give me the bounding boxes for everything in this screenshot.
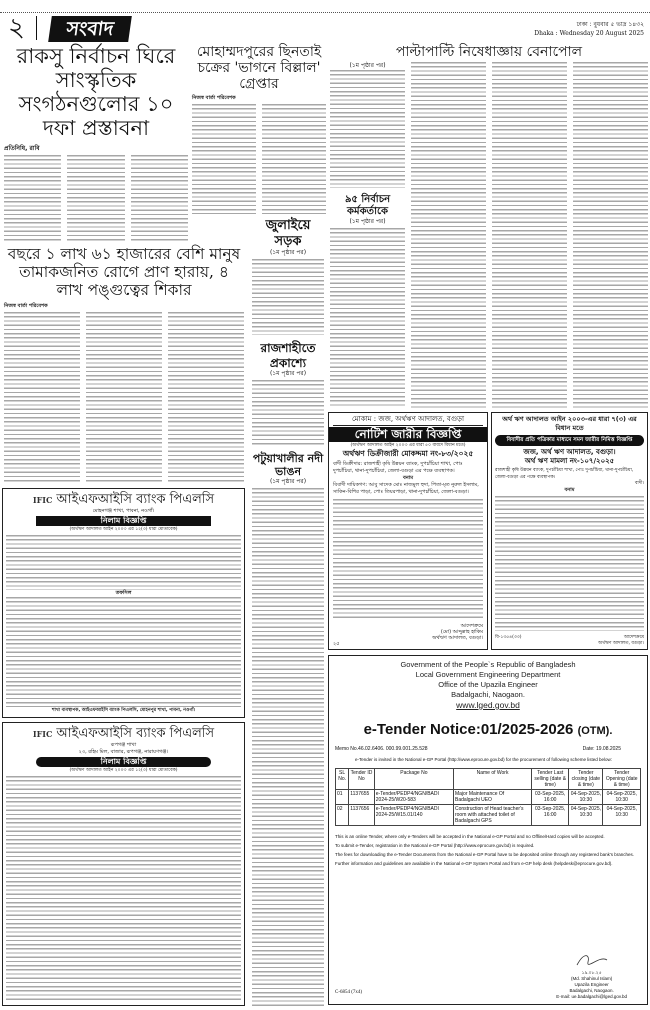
tobacco-headline: বছরে ১ লাখ ৬১ হাজারের বেশি মানুষ তামাকজনিত রোগে প্রাণ হারায়, ৪ লাখ পঙ্গুত্বের শিকার xyxy=(4,246,244,299)
tender-gov: Government of the People`s Republic of Bangladesh xyxy=(400,660,576,669)
patuakhali-body xyxy=(252,488,324,1006)
tobacco-body-col3 xyxy=(168,312,244,482)
date-bengali: ঢাকা : বুধবার ৫ ভাদ্র ১৪৩২ xyxy=(576,21,644,28)
tender-office: Office of the Upazila Engineer xyxy=(438,680,538,689)
benapole-jump: (১ম পৃষ্ঠার পর) xyxy=(349,62,386,70)
table-cell: 1137655 xyxy=(349,790,375,805)
sign-date: ১৯.০৮.২৫ xyxy=(581,970,602,975)
notice-title: নোটিশ জারীর বিজ্ঞপ্তি xyxy=(329,427,487,442)
ific-footer: শাখা ব্যবস্থাপক, আইএফআইসি ব্যাংক পিএলসি, মোহনপুর শাখা, পাবনা, নওগাঁ। xyxy=(51,708,196,713)
notice-ref: ২৫ xyxy=(333,641,340,647)
table-row xyxy=(336,805,641,826)
ific-schedule: তফসিল xyxy=(115,590,132,596)
tobacco-body-col1 xyxy=(4,312,80,482)
july-road-headline: জুলাইয়ে সড়ক xyxy=(250,218,326,249)
table-cell: 04-Sep-2025, 10:30 xyxy=(569,805,603,826)
raksu-body-col2 xyxy=(67,155,124,242)
table-cell: 04-Sep-2025, 10:30 xyxy=(603,805,641,826)
rajshahi-jump: (১ম পৃষ্ঠার পর) xyxy=(269,369,307,377)
tender-signature-block xyxy=(556,950,627,1000)
tender-title-suffix: (OTM). xyxy=(577,725,613,737)
tender-note: This is an online Tender, where only e-Tenders will be accepted in the National e-GP Portal and no Offline/Hard copies will be accepted. xyxy=(335,834,605,839)
election-jump: (১ম পৃষ্ঠার পর) xyxy=(349,218,386,226)
tobacco-body-col2 xyxy=(86,312,162,482)
lged-tender-notice xyxy=(328,655,648,1005)
table-cell: Construction of Head teacher's room with attached toilet of Badalgachi GPS xyxy=(453,805,531,826)
benapole-body xyxy=(330,62,648,408)
signer-label: আদেশক্রমে xyxy=(460,623,483,629)
notice-left xyxy=(328,412,488,650)
notice-body xyxy=(495,496,644,631)
column-header: Tender closing (date & time) xyxy=(569,769,603,790)
tender-table-body xyxy=(336,790,641,826)
tender-date: Date: 19.08.2025 xyxy=(582,746,621,752)
tender-memo: Memo No.46.02.6406. 000.99.001.25.528 xyxy=(335,746,428,752)
notice-body xyxy=(333,499,483,619)
notice-case: অর্থঋণ ডিক্রীজারী মোকদ্দমা নং-৮৩/২০২৫ xyxy=(342,449,474,458)
tender-table xyxy=(335,768,641,826)
notice-court: মোকাম : জজ, অর্থঋণ আদালত, বগুড়া xyxy=(333,415,483,426)
benapole-headline: পাল্টাপাল্টি নিষেধাজ্ঞায় বেনাপোল xyxy=(330,44,648,60)
table-row xyxy=(336,790,641,805)
ific-branch: রূপগঞ্জ শাখা xyxy=(110,742,137,748)
top-rule xyxy=(0,12,650,13)
election-body xyxy=(330,228,405,408)
ific-law: (অর্থঋণ আদালত আইন ২০০৩ এর ১২(৩) ধারা মোতাবেক) xyxy=(69,768,178,773)
tender-office-header xyxy=(335,660,641,711)
tender-title xyxy=(335,721,641,740)
column-header: Tender Opening (date & time) xyxy=(603,769,641,790)
tobacco-byline: নিজস্ব বার্তা পরিবেশক xyxy=(4,303,48,310)
column-header: Package No xyxy=(374,769,453,790)
signer-name: (Md. Shahinul Islam) xyxy=(570,976,613,981)
dateline xyxy=(534,20,644,38)
table-cell: e-Tender/PEDP4/NGN/BADI 2024-25/W20-583 xyxy=(374,790,453,805)
mohammadpur-byline: নিজস্ব বার্তা পরিবেশক xyxy=(192,95,236,102)
tender-note: The fees for downloading the e-Tender Documents from the National e-GP Portal have to be deposited online through any registered bank's branches. xyxy=(335,852,634,857)
notice-law: অর্থ ঋণ আদালত আইন ২০০৩-এর ধারা ৭(৩) এর বিধান মতে xyxy=(502,415,637,432)
ific-header xyxy=(6,492,241,508)
ific-bank-name: আইএফআইসি ব্যাংক পিএলসি xyxy=(56,492,215,507)
ific-logo: IFIC xyxy=(32,495,53,505)
column-header: Name of Work xyxy=(453,769,531,790)
page-number: ২ xyxy=(8,13,25,43)
notice-versus: বনাম xyxy=(564,487,575,493)
notice-law: (অর্থঋণ আদালত আইন ২০০৩ এর ধারা ৫০ বাবদে বিধান মতে) xyxy=(350,443,466,448)
notice-case: অর্থ ঋণ মামলা নং-১০৭/২০২৫ xyxy=(524,457,615,465)
notice-footer xyxy=(495,635,644,647)
divider xyxy=(36,16,37,40)
ific-auction-notice-1 xyxy=(2,488,245,718)
table-cell: Major Maintenance Of Badalgachi UEO xyxy=(453,790,531,805)
tender-dept: Local Government Engineering Department xyxy=(415,670,561,679)
ific-law: (অর্থঋণ আদালত আইন ২০০৩ এর ১২(৩) ধারা মোতাবেক) xyxy=(69,527,178,532)
table-cell: e-Tender/PEDP4/NGN/BADI 2024-25/W15.01/140 xyxy=(374,805,453,826)
column-header: Tender ID No xyxy=(349,769,375,790)
newspaper-logo: সংবাদ xyxy=(48,16,132,42)
ific-logo: IFIC xyxy=(32,729,53,739)
july-road-jump: (১ম পৃষ্ঠার পর) xyxy=(269,249,307,257)
tender-note: Further information and guidelines are available in the National e-GP System Portal and from e-GP help desk (helpdesk@eprocure.gov.bd). xyxy=(335,861,613,866)
table-cell: 04-Sep-2025, 10:30 xyxy=(603,790,641,805)
signer-role: অর্থঋণ আদালত, বগুড়া। xyxy=(432,635,483,641)
ific-title: নিলাম বিজ্ঞপ্তি xyxy=(36,757,211,767)
patuakhali-headline: পটুয়াখালীর নদী ভাঙন xyxy=(250,452,326,478)
raksu-body-col3 xyxy=(131,155,188,242)
benapole-body-col1 xyxy=(330,70,405,188)
notice-signer xyxy=(333,623,483,641)
notice-versus: বনাম xyxy=(403,475,413,481)
mohammadpur-body xyxy=(192,104,326,214)
july-road-body xyxy=(252,259,324,335)
election-headline: ৯৫ নির্বাচন কর্মকর্তাকে xyxy=(330,194,405,218)
raksu-headline: রাকসু নির্বাচন ঘিরে সাংস্কৃতিক সংগঠনগুলোর ১০ দফা প্রস্তাবনা xyxy=(4,44,188,141)
table-cell: 1137656 xyxy=(349,805,375,826)
notice-plaintiff: রাজশাহী কৃষি উন্নয়ন ব্যাংক, দুপচাঁচিয়া শাখা, পোঃ দুপচাঁচিয়া, থানা-দুপচাঁচিয়া, জেলা-বগুড়া এর পক্ষে ব্যবস্থাপক। xyxy=(495,468,634,480)
raksu-article xyxy=(4,44,188,242)
table-cell: 01 xyxy=(336,790,349,805)
notice-decree-holder: বাদী ডিক্রীদার: রাজশাহী কৃষি উন্নয়ন ব্যাংক, দুপচাঁচিয়া শাখা, পোঃ দুপচাঁচিয়া, থানা-দুপচাঁচিয়া, জেলা-বগুড়া এর পক্ষে ব্যবস্থাপক। xyxy=(333,461,463,474)
signer-name: (মো) আব্দুল্লাহ হাকিম xyxy=(440,629,483,635)
notice-ref: বি-১৩৫৪(৩৩) xyxy=(495,635,522,640)
mohammadpur-article xyxy=(192,44,326,214)
signer-label: আদেশক্রমে xyxy=(623,635,644,640)
ific-schedule-body xyxy=(6,597,241,707)
benapole-body-col3 xyxy=(492,62,567,408)
ific-auction-notice-2 xyxy=(2,722,245,1006)
table-cell: 04-Sep-2025, 10:30 xyxy=(570,791,601,803)
column-header: SL No. xyxy=(336,769,349,790)
benapole-col1-stack xyxy=(330,62,405,408)
patuakhali-jump: (১ম পৃষ্ঠার পর) xyxy=(269,478,307,486)
mohammadpur-headline: মোহাম্মদপুরের ছিনতাই চক্রের 'ভাগনে বিল্লাল' গ্রেপ্তার xyxy=(192,44,326,92)
benapole-body-col4 xyxy=(573,62,648,408)
table-cell: 03-Sep-2025, 16:00 xyxy=(532,790,569,805)
tobacco-body xyxy=(4,312,244,482)
benapole-body-col2 xyxy=(411,62,486,408)
signer-email: E-mail: ue.badalgachi@lged.gov.bd xyxy=(556,994,627,999)
tender-place: Badalgachi, Naogaon. xyxy=(451,690,525,699)
ific-title: নিলাম বিজ্ঞপ্তি xyxy=(36,516,211,526)
table-cell: 03-Sep-2025, 16:00 xyxy=(532,805,569,826)
table-cell: 02 xyxy=(336,805,349,826)
tobacco-article xyxy=(4,246,244,482)
notice-court: জজ, অর্থ ঋণ আদালত, বগুড়া। xyxy=(523,448,616,456)
tender-footer xyxy=(335,950,641,1000)
middle-column xyxy=(250,218,326,1006)
tender-intro: e-Tender is invited in the National e-GP Portal (http://www.eprocure.gov.bd) for the procurement of following scheme listed below: xyxy=(355,757,612,762)
ific-header xyxy=(6,726,241,742)
tender-title-text: e-Tender Notice:01/2025-2026 xyxy=(363,721,574,738)
notice-title: বিবাদীর প্রতি পত্রিকার মাধ্যমে সমন জারীর নিমিত্ত বিজ্ঞপ্তি xyxy=(495,435,644,446)
raksu-byline: প্রতিনিধি, রাবি xyxy=(4,144,40,152)
date-english: Dhaka : Wednesday 20 August 2025 xyxy=(534,30,644,37)
raksu-body xyxy=(4,155,188,242)
column-header: Tender Last selling (date & time) xyxy=(532,769,569,790)
mohammadpur-body-col1 xyxy=(192,104,256,214)
tender-memo-row xyxy=(335,746,641,753)
tender-table-header xyxy=(336,769,641,790)
notice-debtor: বিবাদী দায়িকগণ: আবু সাদেক মোঃ নাজমুল হুদা, পিতা-মৃত নুরুল ইসলাম, সাকিন-বিশির পাড়া, পোঃ তিয়রপাড়া, থানা-দুপচাঁচিয়া, জেলা-বগুড়া। xyxy=(333,482,479,495)
mohammadpur-body-col2 xyxy=(262,104,326,214)
signer-role: অর্থঋণ আদালত, বগুড়া। xyxy=(598,641,644,646)
ific-body xyxy=(6,776,241,1002)
benapole-article xyxy=(330,44,648,408)
raksu-body-col1 xyxy=(4,155,61,242)
rajshahi-body xyxy=(252,380,324,446)
ific-bank-name: আইএফআইসি ব্যাংক পিএলসি xyxy=(56,726,215,741)
tender-ref: C-6854 (7x4) xyxy=(335,990,363,995)
signer-place: Badalgachi, Naogaon. xyxy=(569,988,614,993)
signer-title: Upazila Engineer xyxy=(574,982,609,987)
ific-address: ২৩, রহিম মিল, বাজার, রূপগঞ্জ, নারায়ণগঞ্জ। xyxy=(78,749,169,755)
ific-body xyxy=(6,535,241,590)
tender-note: To submit e-Tender, registration in the National e-GP Portal (http://www.eprocure.gov.bd) is required. xyxy=(335,843,535,848)
rajshahi-headline: রাজশাহীতে প্রকাশ্যে xyxy=(250,341,326,370)
tender-website-link[interactable]: www.lged.gov.bd xyxy=(456,700,520,710)
signature-icon xyxy=(572,950,612,968)
notice-plaintiff-suffix: বাদী। xyxy=(634,481,644,486)
tender-notes xyxy=(335,834,641,870)
notice-right xyxy=(491,412,648,650)
ific-branch: মোহনগঞ্জ শাখা, পাবনা, নওগাঁ। xyxy=(92,508,155,514)
